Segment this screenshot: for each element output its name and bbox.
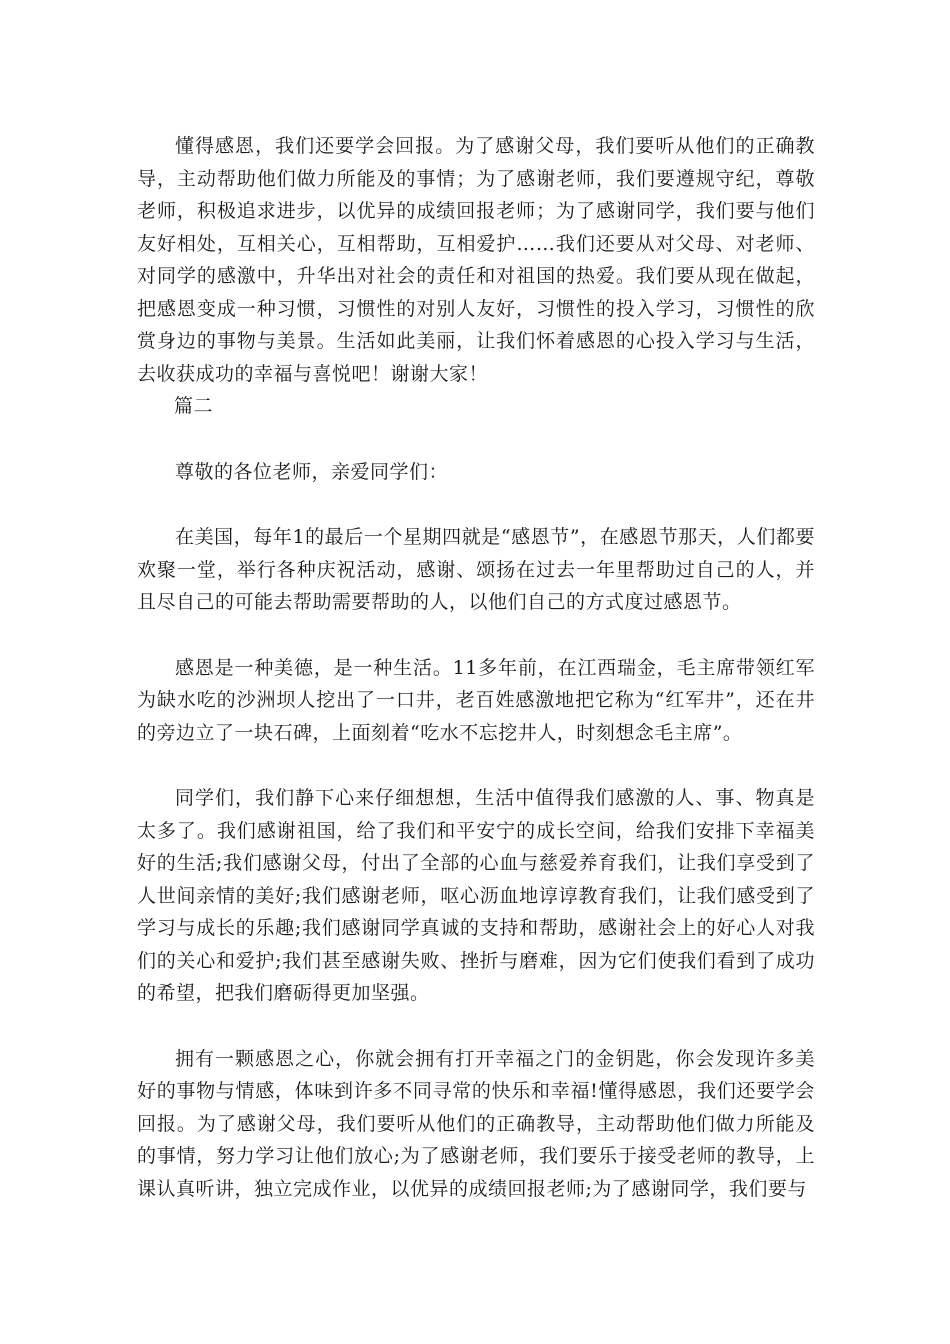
paragraph-thanksgiving: 在美国，每年1的最后一个星期四就是“感恩节”，在感恩节那天，人们都要欢聚一堂，举行各种庆祝活动，感谢、颂扬在过去一年里帮助过自己的人，并且尽自己的可能去帮助需要帮助的人，以他们自己的方式度过感恩节。 <box>137 526 815 613</box>
paragraph-things-to-thank: 同学们，我们静下心来仔细想想，生活中值得我们感激的人、事、物真是太多了。我们感谢祖国，给了我们和平安宁的成长空间，给我们安排下幸福美好的生活;我们感谢父母，付出了全部的心血与慈爱养育我们，让我们享受到了人世间亲情的美好;我们感谢老师，呕心沥血地谆谆教育我们，让我们感受到了学习与成长的乐趣;我们感谢同学真诚的支持和帮助，感谢社会上的好心人对我们的关心和爱护;我们甚至感谢失败、挫折与磨难，因为它们使我们看到了成功的希望，把我们磨砺得更加坚强。 <box>137 787 815 1004</box>
paragraph-grateful-heart: 拥有一颗感恩之心，你就会拥有打开幸福之门的金钥匙，你会发现许多美好的事物与情感，体味到许多不同寻常的快乐和幸福!懂得感恩，我们还要学会回报。为了感谢父母，我们要听从他们的正确教导，主动帮助他们做力所能及的事情，努力学习让他们放心;为了感谢老师，我们要乐于接受老师的教导，上课认真听讲，独立完成作业，以优异的成绩回报老师;为了感谢同学，我们要与 <box>137 1047 815 1200</box>
document-body <box>137 130 815 1205</box>
paragraph-red-army-well: 感恩是一种美德，是一种生活。11多年前，在江西瑞金，毛主席带领红军为缺水吃的沙洲坝人挖出了一口井，老百姓感激地把它称为“红军井”，还在井的旁边立了一块石碑，上面刻着“吃水不忘挖井人，时刻想念毛主席”。 <box>137 656 815 744</box>
paragraph-repay-gratitude: 懂得感恩，我们还要学会回报。为了感谢父母，我们要听从他们的正确教导，主动帮助他们做力所能及的事情；为了感谢老师，我们要遵规守纪，尊敬老师，积极追求进步，以优异的成绩回报老师；为了感谢同学，我们要与他们友好相处，互相关心，互相帮助，互相爱护……我们还要从对父母、对老师、对同学的感激中，升华出对社会的责任和对祖国的热爱。我们要从现在做起，把感恩变成一种习惯，习惯性的对别人友好，习惯性的投入学习，习惯性的欣赏身边的事物与美景。生活如此美丽，让我们怀着感恩的心投入学习与生活，去收获成功的幸福与喜悦吧！谢谢大家！ <box>137 135 815 385</box>
greeting: 尊敬的各位老师，亲爱同学们： <box>175 460 449 483</box>
section-title: 篇二 <box>174 395 214 417</box>
